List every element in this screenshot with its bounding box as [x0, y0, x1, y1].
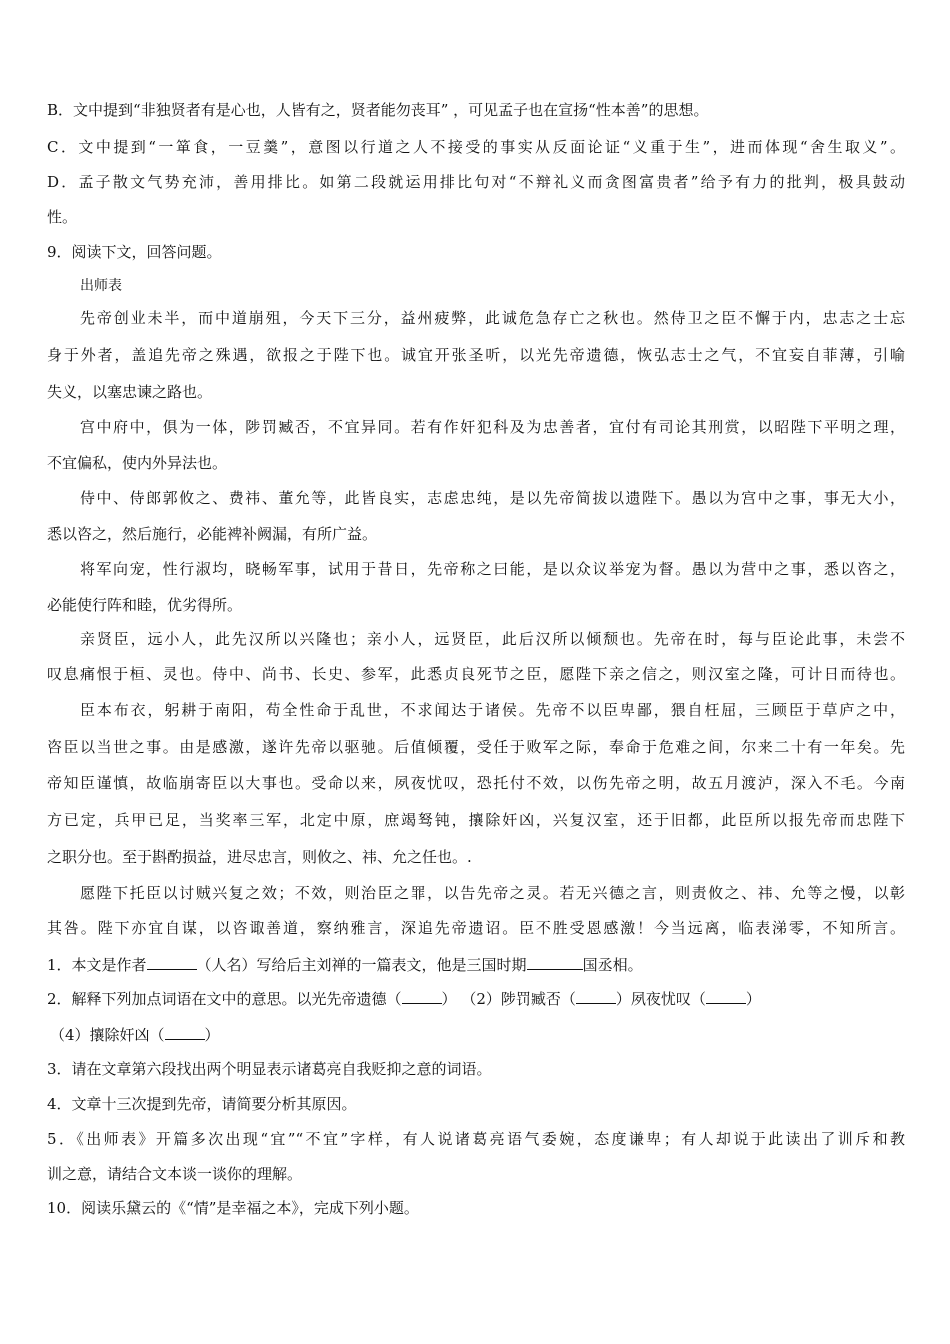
question-9: 9．阅读下文，回答问题。	[47, 243, 222, 261]
p7-line1: 愿陛下托臣以讨贼兴复之效；不效，则治臣之罪，以告先帝之灵。若无兴德之言，则责攸之、祎、允等之慢，以彰	[80, 884, 905, 902]
p6-line3: 帝知臣谨慎，故临崩寄臣以大事也。受命以来，夙夜忧叹，恐托付不效，以伤先帝之明，故五月渡泸，深入不毛。今南	[47, 774, 905, 792]
p3-line1: 侍中、侍郎郭攸之、费祎、董允等，此皆良实，志虑忠纯，是以先帝简拔以遗陛下。愚以为宫中之事，事无大小，	[80, 489, 905, 507]
p1-line1: 先帝创业未半，而中道崩殂，今天下三分，益州疲弊，此诚危急存亡之秋也。然侍卫之臣不懈于内，忠志之士忘	[80, 309, 905, 327]
blank-2-4[interactable]	[165, 1023, 205, 1040]
blank-country[interactable]	[527, 953, 583, 970]
option-c: C．文中提到“一箪食，一豆羹”，意图以行道之人不接受的事实从反面论证“义重于生”，进而体现“舍生取义”。	[47, 138, 905, 156]
p6-line5: 之职分也。至于斟酌损益，进尽忠言，则攸之、祎、允之任也。.	[47, 848, 472, 866]
p2-line1: 宫中府中，俱为一体，陟罚臧否，不宜异同。若有作奸犯科及为忠善者，宜付有司论其刑赏，以昭陛下平明之理，	[80, 418, 905, 436]
p2-line2: 不宜偏私，使内外异法也。	[47, 454, 228, 472]
p3-line2: 悉以咨之，然后施行，必能裨补阙漏，有所广益。	[47, 525, 378, 543]
question-5-line1: 5．《出师表》开篇多次出现“宜”“不宜”字样，有人说诸葛亮语气委婉，态度谦卑；有人却说于此读出了训斥和教	[47, 1130, 905, 1148]
question-1: 1．本文是作者 （人名）写给后主刘禅的一篇表文，他是三国时期 国丞相。	[47, 953, 643, 975]
option-d-line1: D．孟子散文气势充沛，善用排比。如第二段就运用排比句对“不辩礼义而贪图富贵者”给予有力的批判，极具鼓动	[47, 173, 905, 191]
question-2: 2．解释下列加点词语在文中的意思。以光先帝遗德（ ） （2）陟罚臧否（ ）夙夜忧叹（ ）	[47, 987, 761, 1009]
blank-2-1[interactable]	[402, 987, 442, 1004]
option-d-line2: 性。	[47, 208, 78, 226]
p6-line4: 方已定，兵甲已足，当奖率三军，北定中原，庶竭驽钝，攘除奸凶，兴复汉室，还于旧都，此臣所以报先帝而忠陛下	[47, 811, 905, 829]
p4-line2: 必能使行阵和睦，优劣得所。	[47, 596, 243, 614]
blank-2-3[interactable]	[706, 987, 746, 1004]
p7-line2: 其咎。陛下亦宜自谋，以咨诹善道，察纳雅言，深追先帝遗诏。臣不胜受恩感激！今当远离，临表涕零，不知所言。	[47, 919, 905, 937]
passage-title: 出师表	[80, 278, 122, 294]
question-10: 10．阅读乐黛云的《“情”是幸福之本》，完成下列小题。	[47, 1199, 419, 1217]
p6-line1: 臣本布衣，躬耕于南阳，苟全性命于乱世，不求闻达于诸侯。先帝不以臣卑鄙，猥自枉屈，三顾臣于草庐之中，	[80, 701, 905, 719]
question-2-part4: （4）攘除奸凶（ ）	[50, 1023, 220, 1045]
blank-2-2[interactable]	[576, 987, 616, 1004]
blank-author[interactable]	[147, 953, 197, 970]
p6-line2: 咨臣以当世之事。由是感激，遂许先帝以驱驰。后值倾覆，受任于败军之际，奉命于危难之间，尔来二十有一年矣。先	[47, 738, 905, 756]
p4-line1: 将军向宠，性行淑均，晓畅军事，试用于昔日，先帝称之曰能，是以众议举宠为督。愚以为营中之事，悉以咨之，	[80, 560, 905, 578]
option-b: B．文中提到“非独贤者有是心也，人皆有之，贤者能勿丧耳” ，可见孟子也在宣扬“性本善”的思想。	[47, 101, 709, 119]
p1-line2: 身于外者，盖追先帝之殊遇，欲报之于陛下也。诚宜开张圣听，以光先帝遗德，恢弘志士之气，不宜妄自菲薄，引喻	[47, 346, 905, 364]
p5-line1: 亲贤臣，远小人，此先汉所以兴隆也；亲小人，远贤臣，此后汉所以倾颓也。先帝在时，每与臣论此事，未尝不	[80, 630, 905, 648]
question-5-line2: 训之意，请结合文本谈一谈你的理解。	[47, 1165, 303, 1183]
question-4: 4．文章十三次提到先帝，请简要分析其原因。	[47, 1095, 357, 1113]
question-3: 3．请在文章第六段找出两个明显表示诸葛亮自我贬抑之意的词语。	[47, 1060, 492, 1078]
p5-line2: 叹息痛恨于桓、灵也。侍中、尚书、长史、参军，此悉贞良死节之臣，愿陛下亲之信之，则汉室之隆，可计日而待也。	[47, 665, 905, 683]
p1-line3: 失义，以塞忠谏之路也。	[47, 383, 213, 401]
